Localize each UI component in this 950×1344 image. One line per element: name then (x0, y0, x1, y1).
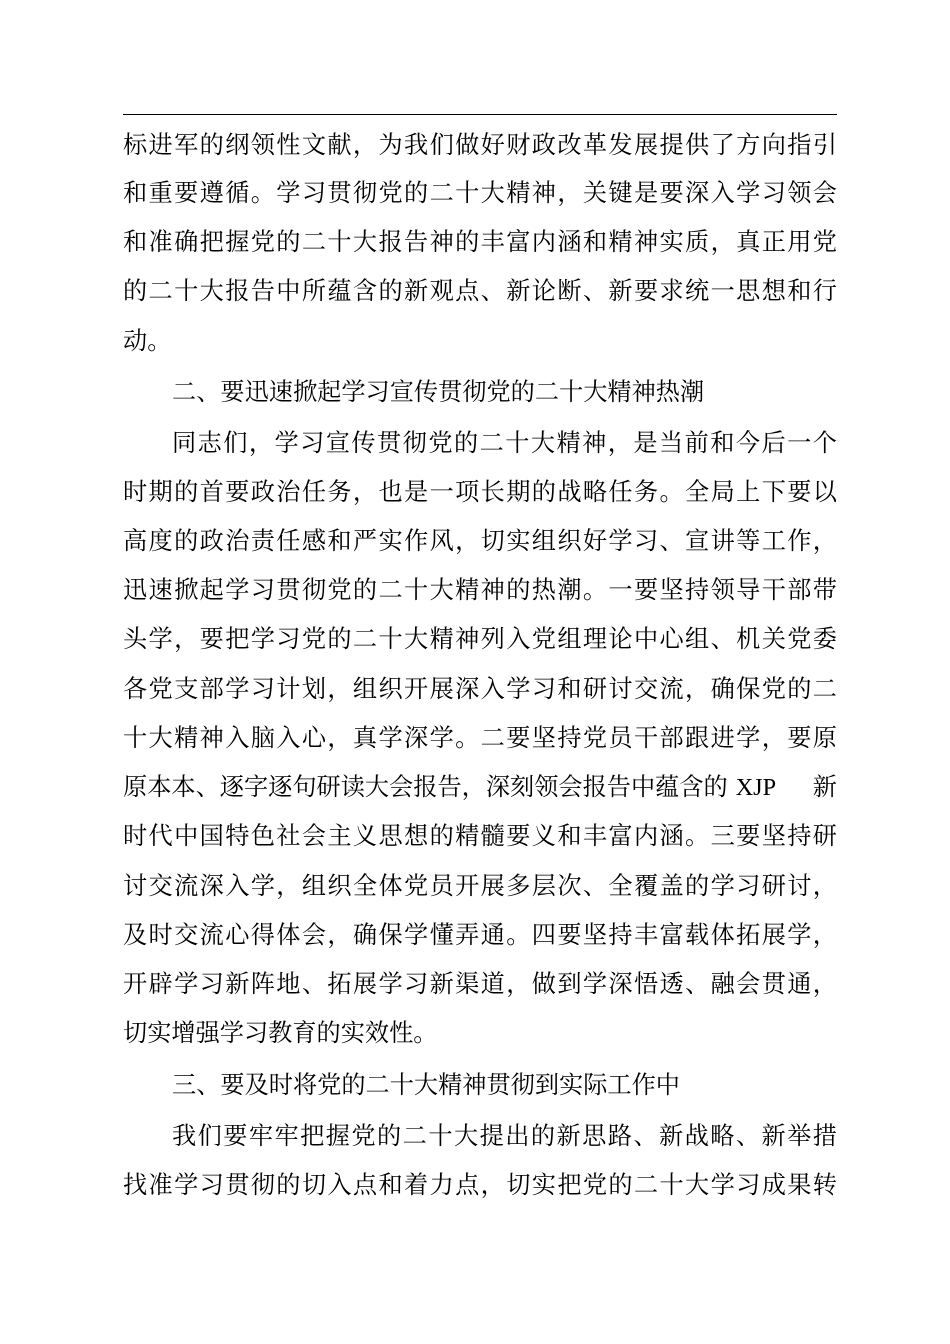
section-heading-3: 三、要及时将党的二十大精神贯彻到实际工作中 (172, 1071, 680, 1099)
text-line: 时期的首要政治任务，也是一项长期的战略任务。全局上下要以 (123, 478, 837, 506)
text-segment-latin: XJP (735, 774, 777, 801)
text-line: 讨交流深入学，组织全体党员开展多层次、全覆盖的学习研讨， (123, 872, 837, 900)
text-line: 迅速掀起学习贯彻党的二十大精神的热潮。一要坚持领导干部带 (123, 576, 837, 604)
text-line: 切实增强学习教育的实效性。 (123, 1019, 438, 1047)
text-line: 和重要遵循。学习贯彻党的二十大精神，关键是要深入学习领会 (123, 179, 837, 207)
text-line: 的二十大报告中所蕴含的新观点、新论断、新要求统一思想和行 (123, 277, 837, 305)
text-segment: 原本本、逐字逐句研读大会报告，深刻领会报告中蕴含的 (123, 773, 728, 801)
text-line: 各党支部学习计划，组织开展深入学习和研讨交流，确保党的二 (123, 675, 837, 703)
text-line: 标进军的纲领性文献，为我们做好财政改革发展提供了方向指引 (123, 131, 837, 159)
text-line: 开辟学习新阵地、拓展学习新渠道，做到学深悟透、融会贯通， (123, 970, 837, 998)
text-line-mixed (123, 767, 837, 807)
header-rule (123, 114, 837, 115)
section-heading-2: 二、要迅速掀起学习宣传贯彻党的二十大精神热潮 (172, 378, 705, 406)
text-line: 十大精神入脑入心，真学深学。二要坚持党员干部跟进学，要原 (123, 724, 837, 752)
text-segment: 新 (812, 773, 837, 801)
paragraph-first-line: 同志们，学习宣传贯彻党的二十大精神，是当前和今后一个 (172, 429, 837, 457)
text-line: 和准确把握党的二十大报告神的丰富内涵和精神实质，真正用党 (123, 228, 837, 256)
text-line: 高度的政治责任感和严实作风，切实组织好学习、宣讲等工作， (123, 527, 837, 555)
text-line: 及时交流心得体会，确保学懂弄通。四要坚持丰富载体拓展学， (123, 921, 837, 949)
paragraph-first-line: 我们要牢牢把握党的二十大提出的新思路、新战略、新举措 (172, 1122, 837, 1150)
text-line: 动。 (123, 327, 172, 355)
text-line: 找准学习贯彻的切入点和着力点，切实把党的二十大学习成果转 (123, 1171, 837, 1199)
text-line: 头学，要把学习党的二十大精神列入党组理论中心组、机关党委 (123, 625, 837, 653)
text-line: 时代中国特色社会主义思想的精髓要义和丰富内涵。三要坚持研 (123, 822, 837, 850)
